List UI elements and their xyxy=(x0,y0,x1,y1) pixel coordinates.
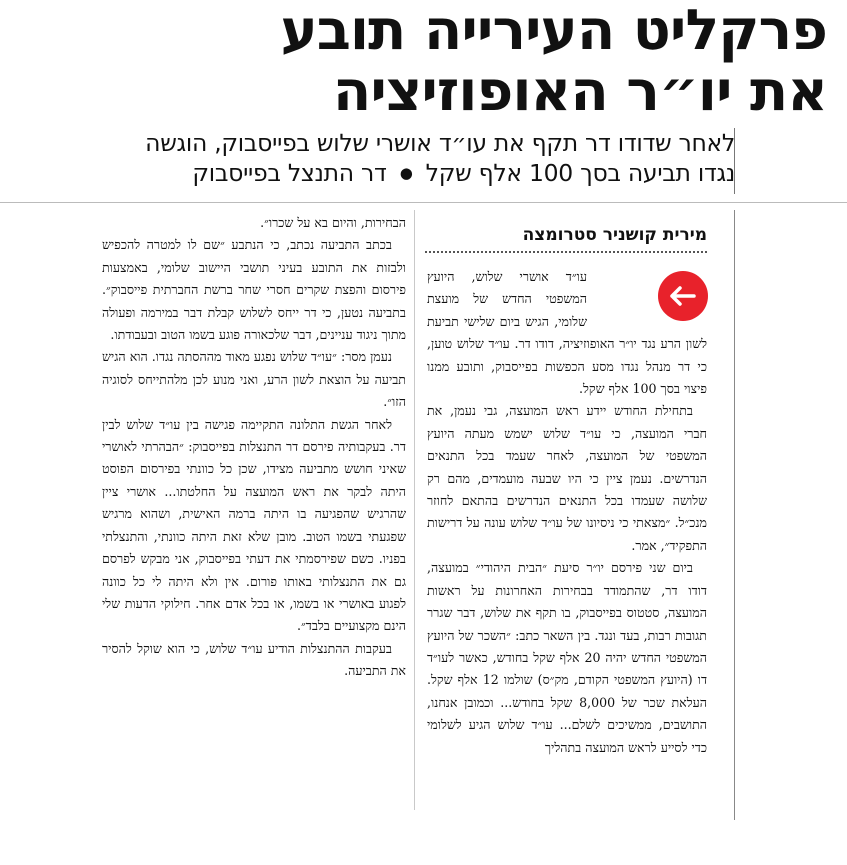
author-byline: מירית קושניר סטרומצה xyxy=(522,225,707,245)
paragraph: נעמן מסר: ״עו״ד שלוש נפגע מאוד מההסתה נגדו. הוא הגיש תביעה על הוצאת לשון הרע, ואני מנוע לכן מלהתייחס לסוגיה הזו״. xyxy=(102,349,406,410)
paragraph: בעקבות ההתנצלות הודיע עו״ד שלוש, כי הוא שוקל להסיר את התביעה. xyxy=(102,640,406,679)
subhead-part-a: נגדו תביעה בסך 100 אלף שקל xyxy=(425,159,735,187)
headline-line-1: פרקליט העירייה תובע xyxy=(280,0,827,63)
paragraph: בתחילת החודש יידע ראש המועצה, גבי נעמן, את חברי המועצה, כי עו״ד שלוש ישמש מעתה היועץ המשפטי של המועצה, לאחר שעמד בכל התנאים הנדרשים. נעמן ציין כי היו שבעה מועמדים, מהם רק שלושה שעמדו בכל התנאים הנדרשים בהתאם לחוזר מנכ״ל. ״מצאתי כי ניסיונו של עו״ד שלוש עונה על דרישות התפקיד״, אמר. xyxy=(427,403,707,553)
subhead-line-2 xyxy=(20,158,735,188)
paragraph: עו״ד אושרי שלוש, היועץ המשפטי החדש של מועצת שלומי, הגיש ביום שלישי תביעת לשון הרע נגד יו״ר האופוזיציה, דודו דר. עו״ד שלוש טוען, כי דר מנהל נגדו מסע הכפשות בפייסבוק, ותובע ממנו פיצוי בסך 100 אלף שקל. xyxy=(427,269,707,397)
headline-line-2: את יו״ר האופוזיציה xyxy=(332,59,827,124)
paragraph: לאחר הגשת התלונה התקיימה פגישה בין עו״ד שלוש לבין דר. בעקבותיה פירסם דר התנצלות בפייסבוק: ״הבהרתי לאושרי שאיני חושש מתביעה מצידו, שכן כל כוונתי בפירסום הפוסט היתה לבקר את ראש המועצה על החלטתו... אושרי ציין שהרגיש שהפגיעה בו היתה ברמה האישית, ושהוא מרגיש שפגעתי בשמו הטוב. מובן שלא זאת היתה כוונתי, והתנצלתי בפניו. כשם שפירסמתי את דעתי בפייסבוק, אני מבקש לפרסם גם את התנצלותי באותו פורום. אין ולא היתה לי כל כוונה לפגוע באושרי או בשמו, או בכל אדם אחר. חילוקי הדעות שלי הינם מקצועיים בלבד״. xyxy=(102,416,406,634)
divider xyxy=(0,202,847,203)
byline-dotted-rule xyxy=(425,251,707,253)
subhead-part-b: דר התנצל בפייסבוק xyxy=(192,159,387,187)
article-column-left xyxy=(102,212,406,683)
bullet-icon: ● xyxy=(399,164,413,182)
article-subhead xyxy=(20,128,735,188)
paragraph: בכתב התביעה נכתב, כי הנתבע ״שם לו למטרה להכפיש ולבזות את התובע בעיני תושבי היישוב שלומי, באמצעות פירסום והפצת שקרים חסרי שחר ברשת החברתית פייסבוק״. בתביעה נטען, כי דר ייחס לשלוש קבלת דבר במירמה ופעולה מתוך ניגוד עניינים, דבר שלכאורה פוגע בשמו הטוב ובעבודתו. xyxy=(102,237,406,343)
article-column-right xyxy=(427,266,707,759)
column-rule xyxy=(734,210,735,820)
subhead-line-1: לאחר שדודו דר תקף את עו״ד אושרי שלוש בפייסבוק, הוגשה xyxy=(145,129,735,157)
paragraph: ביום שני פירסם יו״ר סיעת ״הבית היהודי״ במועצה, דודו דר, שהתמודד בבחירות האחרונות על ראשות המועצה, סטטוס בפייסבוק, בו תקף את שלוש, דבר שגרר תגובות רבות, בעד ונגד. בין השאר כתב: ״השכר של היועץ המשפטי החדש יהיה 20 אלף שקל בחודש, כאשר לעו״ד דו (היועץ המשפטי הקודם, מק״ס) שולמו 12 אלף שקל. העלאת שכר של 8,000 שקל בחודש... וכמובן אנחנו, התושבים, ממשיכים לשלם... עו״ד שלוש הגיע לשלומי כדי לסייע לראש המועצה בתהליך xyxy=(427,560,708,755)
paragraph: הבחירות, והיום בא על שכרו״. xyxy=(260,215,406,230)
column-separator xyxy=(414,210,415,810)
article-headline xyxy=(20,0,827,122)
